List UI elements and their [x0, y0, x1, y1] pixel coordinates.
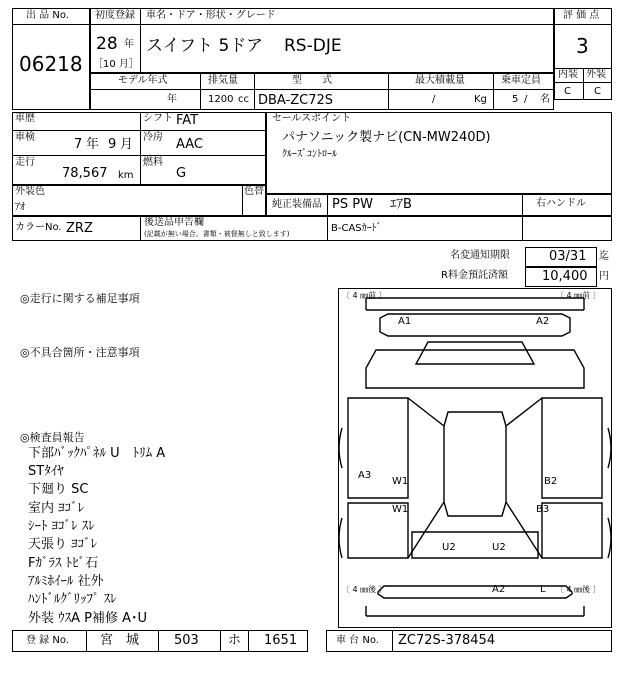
- mark-l: L: [540, 584, 546, 595]
- exterior-color-value: ｱｵ: [15, 202, 25, 213]
- tire-rear-right: 〔 4 ㎜後 〕: [556, 585, 601, 594]
- fuel-value: G: [176, 166, 187, 181]
- post-docs-label: 後送品申告欄: [144, 217, 204, 228]
- tire-front-left: 〔 4 ㎜前 〕: [342, 291, 387, 300]
- ac-value: AAC: [176, 137, 203, 152]
- mark-b3: B3: [536, 504, 550, 515]
- post-docs-value: B-CASｶｰﾄﾞ: [331, 223, 382, 234]
- displacement-unit: cc: [238, 94, 249, 105]
- post-docs-note: (記載が無い場合、書類・被督無しと致します): [144, 230, 290, 238]
- inspector-line: ﾊﾝﾄﾞﾙｸﾞﾘｯﾌﾟ ｽﾚ: [28, 592, 117, 607]
- chassis-label: 車 台 No.: [336, 635, 379, 646]
- inspection-month: 9: [108, 137, 117, 152]
- lot-no-label: 出 品 No.: [26, 10, 69, 21]
- color-no: ZRZ: [66, 221, 93, 236]
- sales-points-line2: ｸﾙｰｽﾞｺﾝﾄﾛｰﾙ: [282, 149, 337, 160]
- car-damage-diagram: [338, 288, 612, 628]
- model-name: スイフト 5ドア: [146, 36, 263, 56]
- inspection-year: 7: [74, 137, 83, 152]
- grade: RS-DJE: [284, 36, 342, 56]
- exterior-color-label: 外装色: [15, 186, 45, 197]
- handle-value: 右ハンドル: [536, 198, 586, 209]
- mark-w1-a: W1: [392, 476, 409, 487]
- first-reg-year: 28: [96, 34, 118, 54]
- mark-b2: B2: [544, 476, 558, 487]
- model-year-unit: 年: [167, 94, 177, 105]
- exterior-grade: C: [594, 86, 601, 97]
- tire-front-right: 〔 4 ㎜前 〕: [556, 291, 601, 300]
- first-reg-label: 初度登録: [95, 10, 135, 21]
- defects-label: ◎不具合箇所・注意事項: [20, 346, 140, 359]
- inspection-year-unit: 年: [86, 137, 100, 152]
- inspector-line: 下部ﾊﾞｯｸﾊﾟﾈﾙ U ﾄﾘﾑ A: [28, 446, 166, 461]
- reg-number: 1651: [264, 633, 298, 648]
- reg-class: 503: [174, 633, 199, 648]
- color-change-label: 色替: [244, 186, 264, 197]
- lot-no: 06218: [19, 52, 83, 76]
- mark-w1-b: W1: [392, 504, 409, 515]
- model-year-label: モデル年式: [118, 75, 168, 86]
- notice-unit: 迄: [599, 251, 609, 262]
- inspection-label: 車検: [15, 132, 35, 143]
- recycle-label: R料金預託済額: [441, 270, 508, 281]
- mark-a3: A3: [358, 470, 372, 481]
- notice-value: 03/31: [549, 249, 587, 264]
- shift-value: FAT: [176, 113, 199, 128]
- score-label: 評 価 点: [563, 10, 600, 21]
- payload-slash: /: [432, 94, 436, 105]
- interior-label: 内装: [558, 69, 578, 80]
- driving-notes-label: ◎走行に関する補足事項: [20, 292, 140, 305]
- reg-area: 宮 城: [100, 633, 140, 648]
- mileage-unit: km: [118, 170, 134, 181]
- score: 3: [576, 34, 589, 58]
- inspection-month-unit: 月: [120, 137, 134, 152]
- type-value: DBA-ZC72S: [258, 93, 334, 108]
- payload-label: 最大積載量: [415, 75, 465, 86]
- inspector-line: ｼｰﾄ ﾖｺﾞﾚ ｽﾚ: [28, 519, 95, 534]
- ac-label: 冷房: [143, 132, 163, 143]
- mileage: 78,567: [62, 166, 108, 181]
- inspector-line: 天張り ﾖｺﾞﾚ: [28, 537, 98, 552]
- color-no-label: カラーNo.: [15, 222, 62, 233]
- color-box: [12, 185, 266, 216]
- mark-a1: A1: [398, 316, 412, 327]
- mileage-label: 走行: [15, 157, 35, 168]
- capacity-unit: 名: [540, 94, 550, 105]
- capacity-slash: /: [524, 94, 528, 105]
- inspector-line: 外装 ｳｽA P補修 A･U: [28, 611, 148, 626]
- capacity-label: 乗車定員: [501, 75, 541, 86]
- history-box: [12, 112, 266, 185]
- inspector-line: Fｶﾞﾗｽ ﾄﾋﾞ石: [28, 556, 99, 571]
- sales-points-label: セールスポイント: [272, 113, 352, 124]
- mark-u2-a: U2: [442, 542, 456, 553]
- displacement-label: 排気量: [208, 75, 238, 86]
- first-reg-month: ［10 月］: [93, 59, 139, 70]
- interior-grade: C: [564, 86, 571, 97]
- fuel-label: 燃料: [143, 157, 163, 168]
- mark-u2-b: U2: [492, 542, 506, 553]
- sales-points-line1: パナソニック製ナビ(CN-MW240D): [282, 130, 491, 145]
- equipment-values: PS PW ｴｱB: [332, 197, 412, 212]
- reg-kana: ホ: [228, 633, 242, 648]
- history-label: 車歴: [15, 113, 35, 124]
- recycle-value: 10,400: [542, 269, 588, 284]
- tire-rear-left: 〔 4 ㎜後 〕: [342, 585, 387, 594]
- type-label: 型 式: [292, 75, 332, 86]
- chassis-value: ZC72S-378454: [398, 633, 496, 648]
- shift-label: シフト: [143, 113, 173, 124]
- notice-label: 名変通知期限: [450, 250, 510, 261]
- equipment-label: 純正装備品: [272, 199, 322, 210]
- inspector-line: STﾀｲﾔ: [28, 464, 64, 479]
- capacity: 5: [512, 94, 519, 105]
- reg-label: 登 録 No.: [26, 635, 69, 646]
- payload-unit: Kg: [474, 94, 487, 105]
- inspector-line: 室内 ﾖｺﾞﾚ: [28, 501, 85, 516]
- recycle-unit: 円: [599, 271, 609, 282]
- model-label: 車名・ドア・形状・グレード: [146, 10, 276, 21]
- inspector-line: 下廻り SC: [28, 482, 89, 497]
- inspector-label: ◎検査員報告: [20, 431, 85, 444]
- exterior-label: 外装: [586, 69, 606, 80]
- inspector-line: ｱﾙﾐﾎｲｰﾙ 社外: [28, 574, 104, 589]
- first-reg-year-unit: 年: [124, 39, 134, 50]
- displacement: 1200: [208, 94, 234, 105]
- mark-a2-front: A2: [536, 316, 550, 327]
- mark-a2-rear: A2: [492, 584, 506, 595]
